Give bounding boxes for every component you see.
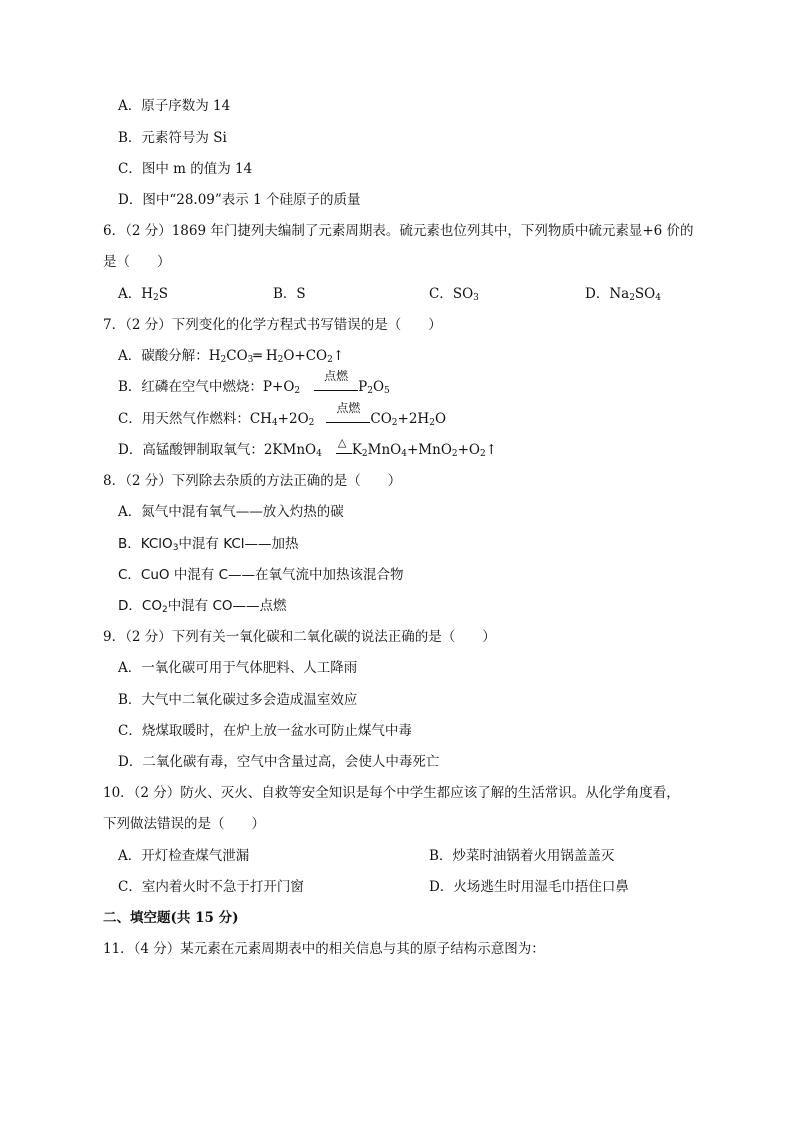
q8-option-b: B．KClO$_3$中混有 KCl——加热 (118, 536, 299, 553)
q6-stem-line1: 6．（2 分）1869 年门捷列夫编制了元素周期表。硫元素也位列其中，下列物质中硫元素显+6 价的 (103, 223, 694, 239)
q6-stem-line2: 是（ ） (103, 254, 171, 270)
section-heading-fill-in: 二、填空题(共 15 分) (103, 910, 239, 926)
q8-option-a: A．氮气中混有氧气——放入灼热的碳 (118, 504, 344, 520)
reaction-condition-ignite: 点燃 (326, 413, 370, 423)
q9-stem: 9．（2 分）下列有关一氧化碳和二氧化碳的说法正确的是（ ） (103, 629, 496, 645)
q6-option-b: B．S (273, 286, 306, 302)
q9-option-c: C．烧煤取暖时，在炉上放一盆水可防止煤气中毒 (118, 723, 412, 739)
q9-option-a: A．一氧化碳可用于气体肥料、人工降雨 (118, 660, 358, 676)
q10-stem-line1: 10．（2 分）防火、灭火、自救等安全知识是每个中学生都应该了解的生活常识。从化学角度看， (103, 785, 680, 801)
q9-option-d: D．二氧化碳有毒，空气中含量过高，会使人中毒死亡 (118, 754, 440, 770)
reaction-condition-heat: △ (336, 444, 352, 454)
q7-option-a: A．碳酸分解：$H_2CO_3═$ $H_2O+CO_2↑$ (118, 348, 345, 365)
q5-option-c: C．图中 m 的值为 14 (118, 161, 253, 177)
q6-option-a: A．$H_2S$ (118, 286, 169, 303)
q6-option-c: C．$SO_3$ (429, 286, 479, 303)
q8-stem: 8．（2 分）下列除去杂质的方法正确的是（ ） (103, 473, 402, 489)
q9-option-b: B．大气中二氧化碳过多会造成温室效应 (118, 692, 358, 708)
q10-stem-line2: 下列做法错误的是（ ） (103, 816, 265, 832)
q11-stem: 11．（4 分）某元素在元素周期表中的相关信息与其的原子结构示意图为： (103, 941, 545, 957)
q8-option-d: D．$CO_2$中混有 CO——点燃 (118, 598, 287, 615)
q10-option-d: D．火场逃生时用湿毛巾捂住口鼻 (429, 879, 629, 895)
q6-option-d: D．$Na_2SO_4$ (585, 286, 661, 303)
q10-option-b: B．炒菜时油锅着火用锅盖盖灭 (429, 848, 615, 864)
q7-option-b: B．红磷在空气中燃烧：$P+O_2$ 点燃 $P_2O_5$ (118, 369, 390, 396)
q5-option-a: A．原子序数为 14 (118, 98, 231, 114)
q10-option-a: A．开灯检查煤气泄漏 (118, 848, 250, 864)
q7-option-c: C．用天然气作燃料：$CH_4+2O_2$ 点燃 $CO_2+2H_2O$ (118, 401, 447, 428)
q10-option-c: C．室内着火时不急于打开门窗 (118, 879, 304, 895)
q7-option-d: D．高锰酸钾制取氧气：2KMnO$_4$ △ $K_2MnO_4+MnO_2+O_2↑$ (118, 436, 498, 459)
reaction-condition-ignite: 点燃 (314, 381, 358, 391)
q7-stem: 7．（2 分）下列变化的化学方程式书写错误的是（ ） (103, 317, 442, 333)
q8-option-c: C．CuO 中混有 C——在氧气流中加热该混合物 (118, 567, 404, 583)
q5-option-b: B．元素符号为 Si (118, 130, 227, 146)
q5-option-d: D．图中“28.09”表示 1 个硅原子的质量 (118, 192, 361, 208)
